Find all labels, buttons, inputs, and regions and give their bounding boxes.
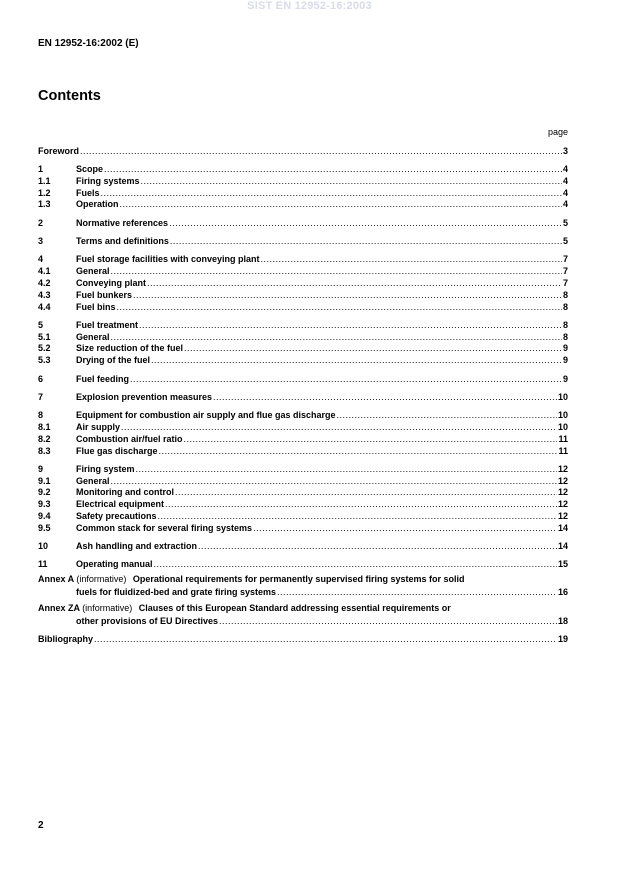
toc-entry-1-3[interactable] xyxy=(38,199,568,211)
leader-dots xyxy=(175,487,557,498)
leader-dots xyxy=(94,634,557,645)
toc-entry-annex-a[interactable] xyxy=(38,574,568,598)
toc-entry-4-2[interactable] xyxy=(38,277,568,289)
toc-number: 6 xyxy=(38,373,44,384)
toc-entry-foreword[interactable] xyxy=(38,145,568,157)
toc-title: Firing system xyxy=(76,463,135,474)
toc-page: 7 xyxy=(562,266,568,277)
toc-number: 5 xyxy=(38,319,44,330)
toc-number: 11 xyxy=(38,559,48,570)
toc-page: 14 xyxy=(557,541,568,552)
toc-entry-9[interactable] xyxy=(38,463,568,475)
toc-title: Drying of the fuel xyxy=(76,355,150,366)
toc-title: Equipment for combustion air supply and flue gas discharge xyxy=(76,410,336,421)
toc-title: General xyxy=(76,266,110,277)
toc-title: General xyxy=(76,475,110,486)
toc-entry-9-1[interactable] xyxy=(38,475,568,487)
toc-title: Explosion prevention measures xyxy=(76,391,213,402)
table-of-contents xyxy=(38,145,568,645)
toc-number: 9.5 xyxy=(38,522,51,533)
toc-entry-10[interactable] xyxy=(38,540,568,552)
leader-dots xyxy=(198,541,557,552)
leader-dots xyxy=(111,332,562,343)
toc-number: 1.1 xyxy=(38,175,51,186)
toc-page: 12 xyxy=(557,511,568,522)
annex-type: (informative) xyxy=(82,603,133,613)
page-number: 2 xyxy=(38,820,44,831)
toc-number: 9.3 xyxy=(38,499,51,510)
toc-entry-4-1[interactable] xyxy=(38,265,568,277)
toc-number: 4.4 xyxy=(38,301,51,312)
toc-page: 12 xyxy=(557,487,568,498)
toc-page: 8 xyxy=(562,319,568,330)
leader-dots xyxy=(184,434,558,445)
toc-page: 12 xyxy=(557,499,568,510)
toc-title: Ash handling and extraction xyxy=(76,541,198,552)
toc-title: Fuel bunkers xyxy=(76,289,133,300)
leader-dots xyxy=(261,254,562,265)
leader-dots xyxy=(101,188,562,199)
annex-title-line2: other provisions of EU Directives xyxy=(76,615,219,626)
leader-dots xyxy=(213,392,557,403)
toc-title: Air supply xyxy=(76,421,121,432)
toc-page: 18 xyxy=(557,615,568,626)
toc-title: General xyxy=(76,331,110,342)
toc-page: 8 xyxy=(562,289,568,300)
toc-page: 9 xyxy=(562,355,568,366)
leader-dots xyxy=(147,278,562,289)
toc-page: 8 xyxy=(562,331,568,342)
toc-entry-4-3[interactable] xyxy=(38,289,568,301)
leader-dots xyxy=(154,559,557,570)
toc-entry-5-1[interactable] xyxy=(38,331,568,343)
toc-number: 1.2 xyxy=(38,187,51,198)
toc-entry-bibliography[interactable] xyxy=(38,633,568,645)
leader-dots xyxy=(111,476,557,487)
toc-number: 5.1 xyxy=(38,331,51,342)
toc-title: Conveying plant xyxy=(76,277,147,288)
toc-entry-9-4[interactable] xyxy=(38,510,568,522)
toc-entry-9-2[interactable] xyxy=(38,487,568,499)
toc-page: 4 xyxy=(562,187,568,198)
annex-label: Annex A xyxy=(38,574,74,585)
toc-number: 10 xyxy=(38,541,49,552)
toc-entry-8[interactable] xyxy=(38,409,568,421)
toc-title: Combustion air/fuel ratio xyxy=(76,433,183,444)
toc-entry-9-5[interactable] xyxy=(38,522,568,534)
toc-entry-5-3[interactable] xyxy=(38,354,568,366)
toc-entry-6[interactable] xyxy=(38,373,568,385)
toc-title: Common stack for several firing systems xyxy=(76,522,253,533)
toc-number: 9 xyxy=(38,463,44,474)
leader-dots xyxy=(117,302,562,313)
toc-title: Foreword xyxy=(38,145,80,156)
leader-dots xyxy=(133,290,562,301)
toc-entry-annex-za[interactable] xyxy=(38,603,568,627)
leader-dots xyxy=(219,616,557,627)
leader-dots xyxy=(158,511,557,522)
toc-page: 11 xyxy=(558,433,568,444)
toc-title: Terms and definitions xyxy=(76,236,169,247)
leader-dots xyxy=(170,236,562,247)
leader-dots xyxy=(104,164,562,175)
toc-number: 9.2 xyxy=(38,487,51,498)
toc-page: 19 xyxy=(557,633,568,644)
toc-page: 7 xyxy=(562,254,568,265)
leader-dots xyxy=(184,343,562,354)
leader-dots xyxy=(80,146,562,157)
annex-title-line1: Clauses of this European Standard addressing essential requirements or xyxy=(138,603,451,613)
leader-dots xyxy=(169,218,562,229)
toc-page: 10 xyxy=(557,421,568,432)
toc-title: Bibliography xyxy=(38,633,94,644)
toc-title: Fuel bins xyxy=(76,301,116,312)
toc-entry-9-3[interactable] xyxy=(38,498,568,510)
toc-title: Operation xyxy=(76,199,119,210)
toc-page: 4 xyxy=(562,199,568,210)
toc-title: Firing systems xyxy=(76,175,140,186)
toc-entry-7[interactable] xyxy=(38,391,568,403)
toc-page: 9 xyxy=(562,343,568,354)
toc-page: 10 xyxy=(557,391,568,402)
toc-entry-8-1[interactable] xyxy=(38,421,568,433)
toc-title: Fuel treatment xyxy=(76,319,139,330)
toc-page: 12 xyxy=(557,475,568,486)
leader-dots xyxy=(337,410,557,421)
toc-page: 12 xyxy=(557,463,568,474)
annex-title-line1: Operational requirements for permanently supervised firing systems for solid xyxy=(132,574,465,585)
toc-title: Normative references xyxy=(76,217,169,228)
toc-page: 16 xyxy=(557,587,568,597)
toc-page: 9 xyxy=(562,373,568,384)
toc-number: 8.3 xyxy=(38,445,51,456)
leader-dots xyxy=(159,446,558,457)
toc-entry-5-2[interactable] xyxy=(38,343,568,355)
toc-number: 4 xyxy=(38,254,44,265)
toc-page: 4 xyxy=(562,175,568,186)
toc-entry-4-4[interactable] xyxy=(38,301,568,313)
document-id: EN 12952-16:2002 (E) xyxy=(38,38,139,49)
leader-dots xyxy=(253,523,557,534)
toc-title: Operating manual xyxy=(76,559,153,570)
toc-number: 9.4 xyxy=(38,511,51,522)
toc-number: 4.2 xyxy=(38,277,51,288)
toc-entry-1-2[interactable] xyxy=(38,187,568,199)
leader-dots xyxy=(141,176,562,187)
leader-dots xyxy=(111,266,562,277)
toc-page: 15 xyxy=(557,559,568,570)
toc-number: 2 xyxy=(38,217,44,228)
toc-number: 4.1 xyxy=(38,266,51,277)
toc-number: 5.3 xyxy=(38,355,51,366)
leader-dots xyxy=(121,422,557,433)
contents-heading: Contents xyxy=(38,88,101,104)
leader-dots xyxy=(151,355,562,366)
toc-title: Fuels xyxy=(76,187,100,198)
toc-title: Flue gas discharge xyxy=(76,445,158,456)
leader-dots xyxy=(130,374,562,385)
toc-number: 4.3 xyxy=(38,289,51,300)
toc-page: 7 xyxy=(562,277,568,288)
toc-page: 5 xyxy=(562,217,568,228)
toc-number: 7 xyxy=(38,391,44,402)
toc-page: 10 xyxy=(557,410,568,421)
toc-number: 8.2 xyxy=(38,433,51,444)
toc-entry-1-1[interactable] xyxy=(38,175,568,187)
toc-page: 3 xyxy=(562,145,568,156)
toc-number: 8 xyxy=(38,410,44,421)
leader-dots xyxy=(277,587,557,598)
leader-dots xyxy=(136,464,557,475)
toc-entry-1[interactable] xyxy=(38,163,568,175)
page-column-label: page xyxy=(547,127,568,137)
toc-title: Scope xyxy=(76,164,104,175)
toc-entry-2[interactable] xyxy=(38,217,568,229)
annex-type: (informative) xyxy=(76,574,127,585)
leader-dots xyxy=(120,199,562,210)
toc-number: 3 xyxy=(38,236,44,247)
toc-number: 1.3 xyxy=(38,199,51,210)
annex-title-line2: fuels for fluidized-bed and grate firing systems xyxy=(76,587,277,597)
toc-number: 8.1 xyxy=(38,421,51,432)
toc-page: 14 xyxy=(557,522,568,533)
leader-dots xyxy=(139,320,562,331)
toc-entry-3[interactable] xyxy=(38,235,568,247)
toc-number: 9.1 xyxy=(38,475,51,486)
toc-title: Fuel feeding xyxy=(76,373,130,384)
toc-title: Size reduction of the fuel xyxy=(76,343,184,354)
leader-dots xyxy=(165,499,557,510)
annex-label: Annex ZA xyxy=(38,603,80,613)
toc-entry-11[interactable] xyxy=(38,559,568,571)
toc-page: 5 xyxy=(562,236,568,247)
toc-title: Safety precautions xyxy=(76,511,157,522)
watermark: SIST EN 12952-16:2003 xyxy=(247,0,372,12)
toc-page: 8 xyxy=(562,301,568,312)
toc-entry-8-2[interactable] xyxy=(38,433,568,445)
toc-title: Electrical equipment xyxy=(76,499,165,510)
toc-page: 4 xyxy=(562,164,568,175)
toc-entry-5[interactable] xyxy=(38,319,568,331)
toc-page: 11 xyxy=(558,445,568,456)
toc-title: Monitoring and control xyxy=(76,487,174,498)
toc-number: 5.2 xyxy=(38,343,51,354)
toc-entry-4[interactable] xyxy=(38,254,568,266)
toc-number: 1 xyxy=(38,164,44,175)
toc-title: Fuel storage facilities with conveying plant xyxy=(76,254,260,265)
toc-entry-8-3[interactable] xyxy=(38,445,568,457)
